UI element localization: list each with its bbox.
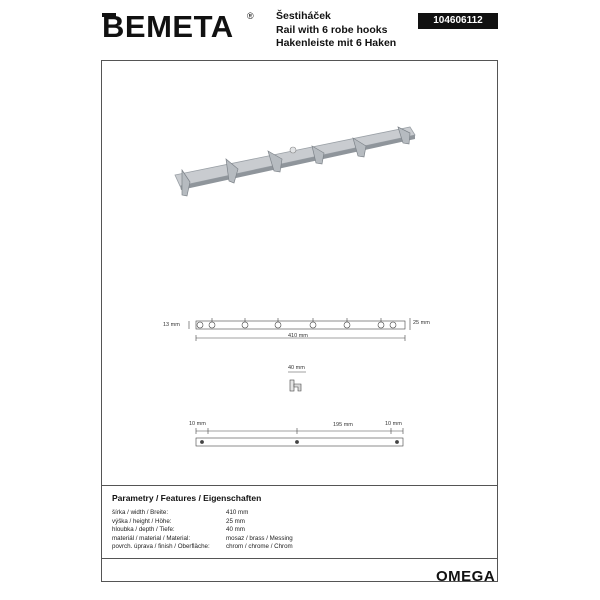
param-value: 40 mm [226, 526, 245, 533]
param-value: chrom / chrome / Chrom [226, 543, 293, 550]
dim-side-depth: 40 mm [288, 365, 305, 371]
dim-mount-spacing: 195 mm [333, 422, 353, 428]
rear-rail [196, 438, 403, 446]
mount-cap [290, 147, 296, 153]
dim-front-height: 13 mm [163, 322, 180, 328]
front-rail [196, 321, 405, 329]
brand-logo: BEMETA [102, 9, 234, 44]
param-label: materiál / material / Material: [112, 534, 191, 542]
front-hooks [197, 318, 396, 328]
title-cz: Šestiháček [276, 10, 331, 22]
dim-mount-left: 10 mm [189, 421, 206, 427]
param-value: mosaz / brass / Messing [226, 534, 293, 542]
title-de: Hakenleiste mit 6 Haken [276, 37, 397, 49]
dim-front-width: 410 mm [288, 333, 308, 339]
product-photo [175, 127, 415, 196]
param-value: 410 mm [226, 509, 249, 516]
product-name: OMEGA [436, 568, 496, 585]
dim-front-total-height: 25 mm [413, 320, 430, 326]
side-view [288, 372, 306, 391]
param-label: výška / height / Höhe: [112, 517, 172, 525]
param-label: povrch. úprava / finish / Oberfläche: [112, 543, 210, 550]
registered-mark: ® [247, 11, 254, 21]
param-value: 25 mm [226, 517, 245, 525]
title-en: Rail with 6 robe hooks [276, 23, 388, 36]
product-code: 104606112 [418, 13, 498, 29]
param-label: šírka / width / Breite: [112, 509, 169, 516]
params-title: Parametry / Features / Eigenschaften [112, 493, 262, 503]
dim-mount-right: 10 mm [385, 421, 402, 427]
rear-view [196, 428, 403, 446]
param-label: hloubka / depth / Tiefe: [112, 526, 175, 533]
